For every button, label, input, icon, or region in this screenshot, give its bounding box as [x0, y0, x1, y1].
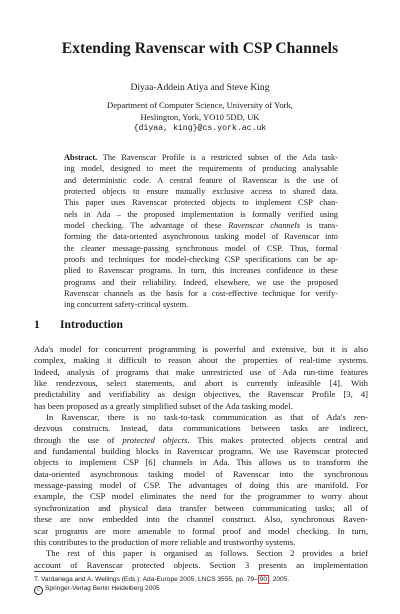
body-line: complex, making it difficult to reason about the properties of real-time systems.: [34, 355, 368, 366]
body-line: account of Ravenscar protected objects. Section 3 presents an implementation: [34, 559, 368, 570]
affiliation-line: Department of Computer Science, University of York,: [107, 100, 293, 110]
abstract: [64, 152, 338, 311]
body-line: like rendezvous, select statements, and abort is currently infeasible [4]. With: [34, 378, 368, 389]
abstract-line: programs and their reliability. Indeed, elsewhere, we use the proposed: [64, 277, 338, 287]
abstract-line: protected objects to ensure mutually exclusive access to shared data.: [64, 187, 338, 197]
section-title: Introduction: [60, 318, 123, 331]
abstract-label: Abstract.: [64, 153, 98, 162]
body-line: has been proposed as a greatly simplified subset of the Ada tasking model.: [34, 400, 293, 411]
abstract-line: and deterministic code. A central feature of Ravenscar is the use of: [64, 175, 338, 185]
abstract-line: Abstract. The Ravenscar Profile is a restricted subset of the Ada task-: [64, 153, 338, 162]
footer-rule: [34, 571, 114, 572]
publication-footer: [34, 575, 289, 595]
copyright-icon: c: [34, 586, 43, 595]
body-line: objects to implement CSP [6] channels in Ada. This allows us to transform the: [34, 457, 368, 468]
paper-authors: Diyaa-Addein Atiya and Steve King: [130, 82, 270, 93]
abstract-line: model checking. The advantage of these Ravenscar channels is trans-: [64, 221, 338, 231]
body-text: [34, 344, 368, 571]
body-emphasis: protected objects: [122, 434, 188, 445]
section-heading: [34, 318, 123, 331]
body-line: message-passing model of CSP. The advantages of doing this are manifold. For: [34, 480, 368, 491]
body-line: In Ravenscar, there is no task-to-task communication as that of Ada's ren-: [46, 412, 368, 423]
body-line: these are now embedded into the channel construct. Also, synchronous Raven-: [34, 514, 368, 525]
affiliation-line: Heslington, York, YO10 5DD, UK: [140, 111, 260, 122]
author-emails: {diyaa, king}@cs.york.ac.uk: [133, 124, 267, 134]
affiliation-block: [0, 100, 400, 135]
body-line: Ada's model for concurrent programming is powerful and extensive, but it is also: [34, 344, 368, 354]
body-line: example, the CSP model eliminates the need for the programmer to worry about: [34, 491, 368, 502]
body-line: dezvous constructs. Instead, data communications between tasks are indirect,: [34, 423, 368, 434]
page-link[interactable]: 90: [259, 576, 268, 583]
abstract-line: ing concurrent safety-critical system.: [64, 300, 189, 310]
abstract-emphasis: Ravenscar channels: [228, 221, 301, 231]
abstract-line: Ravenscar channels as the basis for a cost-effective technique for verify-: [64, 289, 338, 299]
body-line: synchronization and physical data transfer between communicating tasks; all of: [34, 502, 368, 513]
paper-title: Extending Ravenscar with CSP Channels: [61, 40, 339, 57]
abstract-line: This paper uses Ravenscar protected objects to implement CSP chan-: [64, 198, 338, 208]
copyright-line: c Springer-Verlag Berlin Heidelberg 2005: [34, 584, 289, 595]
body-line: Indeed, analysis of programs that make unrestricted use of Ada run-time features: [34, 366, 368, 377]
abstract-line: ing model, designed to meet the requirements of producing analysable: [64, 164, 338, 174]
body-line: data-oriented asynchronous tasking model of Ravenscar into the synchronous: [34, 468, 368, 479]
body-line: scar programs are more amenable to formal proof and model checking. In turn,: [34, 525, 368, 536]
body-line: predictability and verifiability as design objectives, the Ravenscar Profile [3, 4]: [34, 389, 368, 400]
body-line: and fundamental building blocks in Ravenscar programs. We use Ravenscar protected: [34, 446, 368, 457]
abstract-line: proofs and techniques for model-checking CSP specifications can be ap-: [64, 255, 338, 265]
abstract-line: forming the data-oriented asynchronous tasking model of Ravenscar into: [64, 232, 338, 242]
citation-line: T. Vardanega and A. Wellings (Eds.): Ada-Europe 2005, LNCS 3555, pp. 79– 90 , 2005.: [34, 576, 290, 583]
abstract-line: plied to Ravenscar programs. In turn, this increases confidence in these: [64, 266, 338, 276]
section-number: 1: [34, 318, 40, 331]
body-line: through the use of protected objects. This makes protected objects central and: [34, 434, 368, 445]
body-line: this contributes to the production of more reliable and trustworthy systems.: [34, 536, 296, 547]
body-line: The rest of this paper is organised as follows. Section 2 provides a brief: [46, 548, 368, 559]
abstract-line: nels in Ada – the proposed implementation is formally verified using: [64, 209, 338, 219]
abstract-line: the cleaner message-passing synchronous model of CSP. Thus, formal: [64, 243, 338, 253]
